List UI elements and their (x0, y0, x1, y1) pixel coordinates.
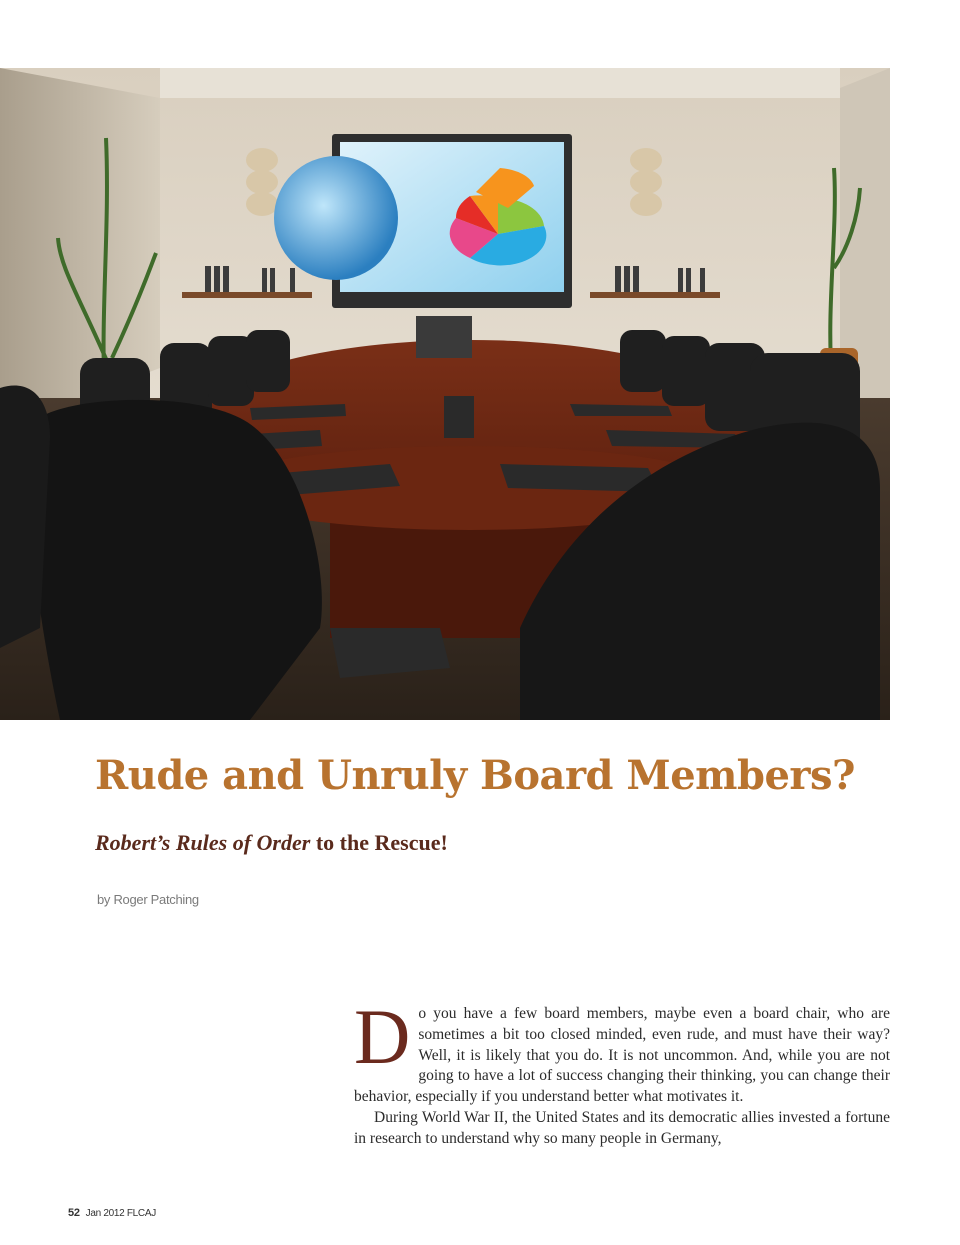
subtitle-book-title: Robert’s Rules of Order (95, 830, 311, 855)
article-title: Rude and Unruly Board Members? (95, 752, 855, 799)
page-number: 52 (68, 1207, 80, 1219)
issue-info: Jan 2012 FLCAJ (85, 1208, 156, 1219)
article-body (354, 993, 890, 1150)
paragraph-2: During World War II, the United States and its democratic allies invested a fortune in research to understand why so many people in Germany, (354, 1108, 890, 1147)
boardroom-photo (0, 68, 890, 720)
subtitle-rest: to the Rescue! (310, 830, 448, 855)
byline: by Roger Patching (97, 892, 199, 907)
boardroom-illustration (0, 68, 890, 720)
drop-cap: D (354, 993, 411, 1080)
article-subtitle (95, 830, 448, 856)
paragraph-1 (354, 993, 890, 1108)
paragraph-1-text: o you have a few board members, maybe even a board chair, who are sometimes a bit too closed minded, even rude, and must have their way? Well, it is likely that you do. It is not uncommon. And, while you are not going to have a lot of success changing their thinking, you can change their behavior, especially if you understand better what motivates it. (354, 1005, 890, 1106)
page-footer (68, 1207, 156, 1219)
